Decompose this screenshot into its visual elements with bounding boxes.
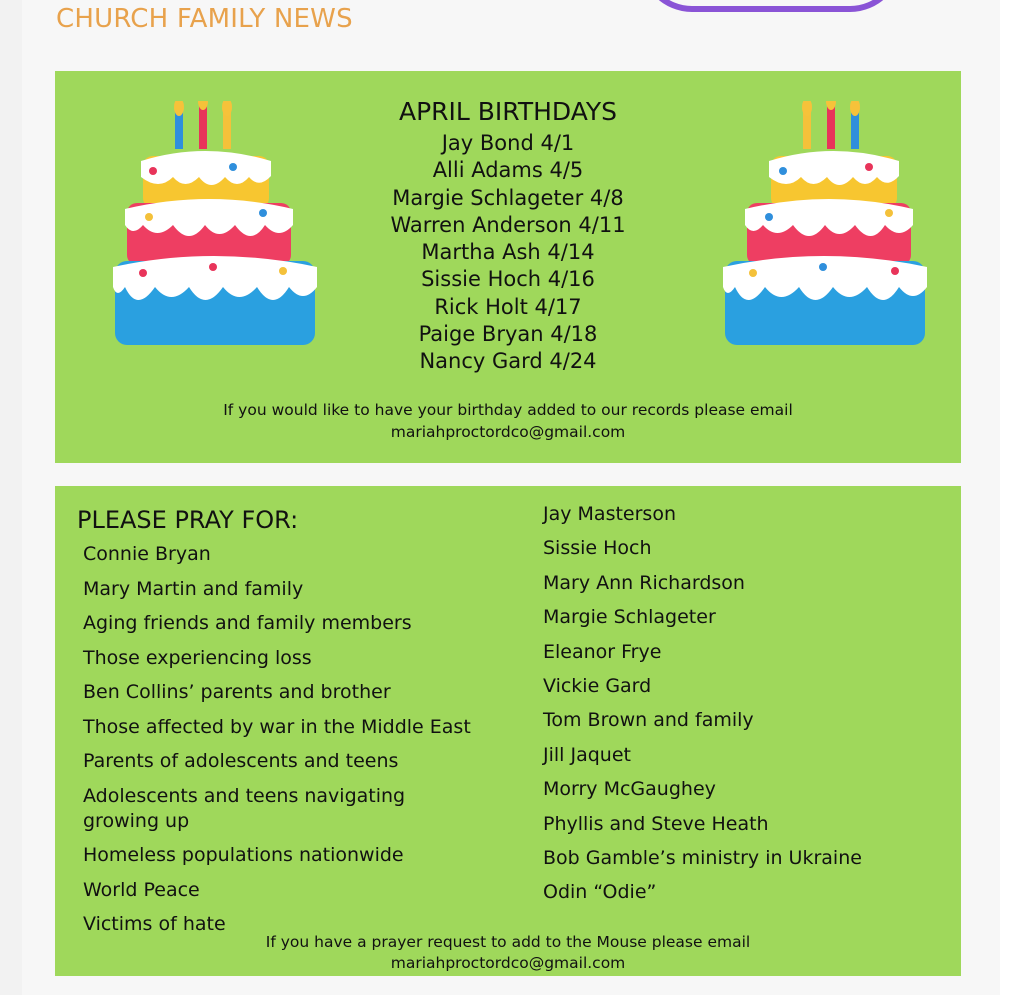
birthdays-content [55,97,961,376]
section-title: CHURCH FAMILY NEWS [56,4,353,34]
prayer-item: Mary Martin and family [83,577,304,600]
prayer-item: Those experiencing loss [83,646,312,669]
prayer-item: Vickie Gard [543,674,652,697]
prayer-item: Parents of adolescents and teens [83,750,399,772]
prayer-item: Homeless populations nationwide [83,844,404,866]
prayer-item: Bob Gamble’s ministry in Ukraine [543,846,862,869]
birthday-entry: Martha Ash 4/14 [421,240,595,265]
birthday-entry: Alli Adams 4/5 [432,158,584,183]
birthdays-panel [55,71,961,463]
prayer-list-right [543,502,943,915]
prayer-panel [55,486,961,976]
birthday-email: mariahproctordco@gmail.com [390,423,626,441]
prayer-item: Victims of hate [83,913,226,935]
birthday-entry: Warren Anderson 4/11 [390,212,626,237]
prayer-item: Mary Ann Richardson [543,571,745,594]
birthday-entry: Sissie Hoch 4/16 [421,267,595,292]
prayer-item: Odin “Odie” [543,881,657,904]
birthday-entry: Margie Schlageter 4/8 [392,185,624,210]
birthday-entry: Jay Bond 4/1 [441,131,575,155]
prayer-heading: PLEASE PRAY FOR: [77,506,299,534]
prayer-item: Sissie Hoch [543,537,652,560]
decorative-arc [640,0,902,12]
birthday-note-text: If you would like to have your birthday added to our records please email [223,401,793,419]
prayer-item: Connie Bryan [83,543,211,565]
prayer-item: Jay Masterson [543,503,676,525]
prayer-item: Adolescents and teens navigating growing up [83,784,406,832]
birthday-entry: Rick Holt 4/17 [434,294,582,319]
prayer-list-left [83,542,503,947]
prayer-note-text: If you have a prayer request to add to the Mouse please email [265,933,751,951]
prayer-item: Jill Jaquet [543,743,631,766]
prayer-note [55,932,961,974]
birthdays-heading: APRIL BIRTHDAYS [398,97,618,126]
prayer-item: Aging friends and family members [83,612,412,634]
prayer-item: Morry McGaughey [543,778,716,801]
prayer-item: Ben Collins’ parents and brother [83,681,391,703]
prayer-item: Eleanor Frye [543,640,662,663]
birthday-list [55,130,961,376]
birthday-entry: Nancy Gard 4/24 [419,349,597,374]
prayer-item: World Peace [83,878,200,901]
prayer-item: Those affected by war in the Middle East [83,715,471,738]
birthday-entry: Paige Bryan 4/18 [418,322,598,347]
prayer-item: Margie Schlageter [543,606,716,629]
birthday-note [55,399,961,443]
prayer-email: mariahproctordco@gmail.com [390,954,626,972]
page-edge [1000,0,1024,995]
prayer-item: Tom Brown and family [543,709,754,732]
prayer-item: Phyllis and Steve Heath [543,812,769,835]
